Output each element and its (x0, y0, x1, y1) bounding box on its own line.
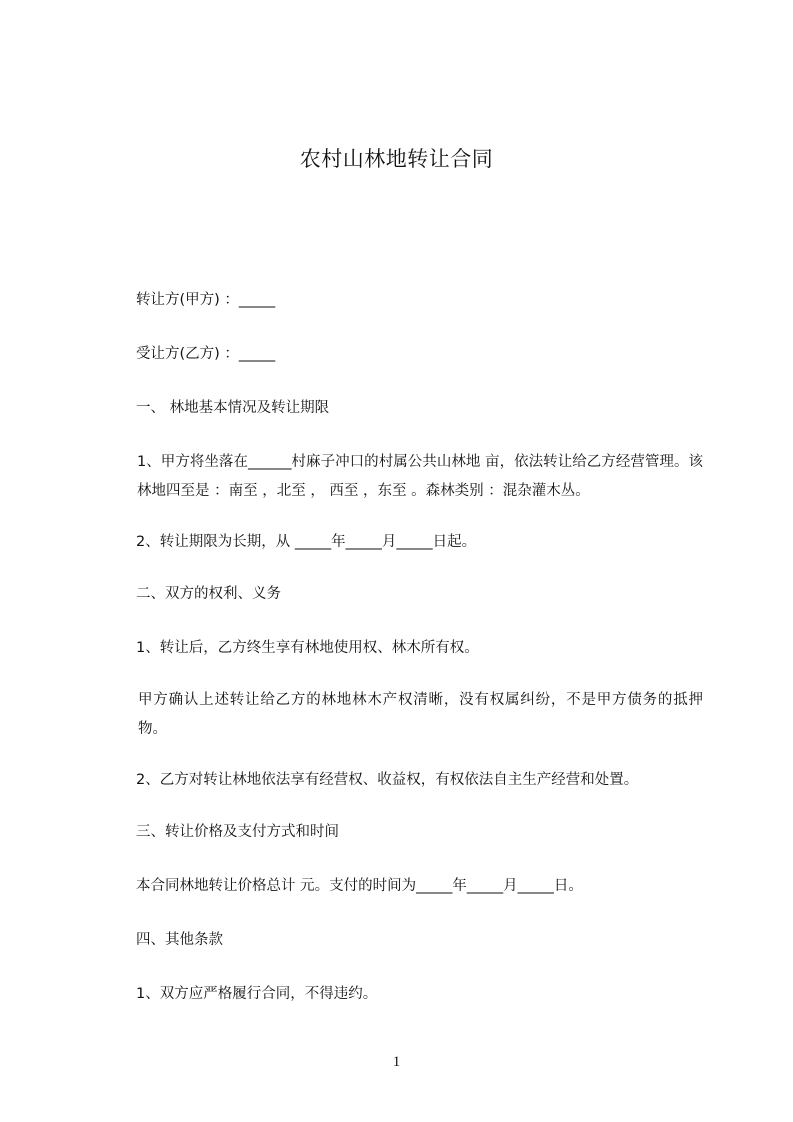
party-a-line: 转让方(甲方) ：_____ (136, 292, 276, 308)
section-2-item-2: 2、乙方对转让林地依法享有经营权、收益权，有权依法自主生产经营和处置。 (136, 772, 639, 788)
section-1-item-1: 1、甲方将坐落在______村麻子冲口的村属公共山林地 亩，依法转让给乙方经营管理。该林地四至是 ：南至 ，北至 ， 西至 ，东至 。森林类别 ：混杂灌木丛。 (137, 454, 703, 499)
section-4-heading: 四、其他条款 (136, 932, 223, 948)
section-1-item-2: 2、转让期限为长期，从 _____年_____月_____日起。 (136, 534, 477, 550)
section-3-body: 本合同林地转让价格总计 元。支付的时间为_____年_____月_____日。 (136, 878, 583, 894)
section-3-heading: 三、转让价格及支付方式和时间 (136, 824, 339, 840)
section-2-heading: 二、双方的权利、义务 (136, 586, 281, 602)
party-b-line: 受让方(乙方) ：_____ (136, 346, 276, 362)
document-title: 农村山林地转让合同 (299, 147, 494, 171)
section-2-item-1: 1、转让后，乙方终生享有林地使用权、林木所有权。 (136, 640, 479, 656)
section-4-item-1: 1、双方应严格履行合同，不得违约。 (136, 986, 378, 1002)
section-2-note: 甲方确认上述转让给乙方的林地林木产权清晰，没有权属纠纷，不是甲方债务的抵押物。 (138, 692, 703, 737)
section-1-heading: 一、 林地基本情况及转让期限 (136, 400, 330, 416)
page-number: 1 (392, 1054, 401, 1070)
